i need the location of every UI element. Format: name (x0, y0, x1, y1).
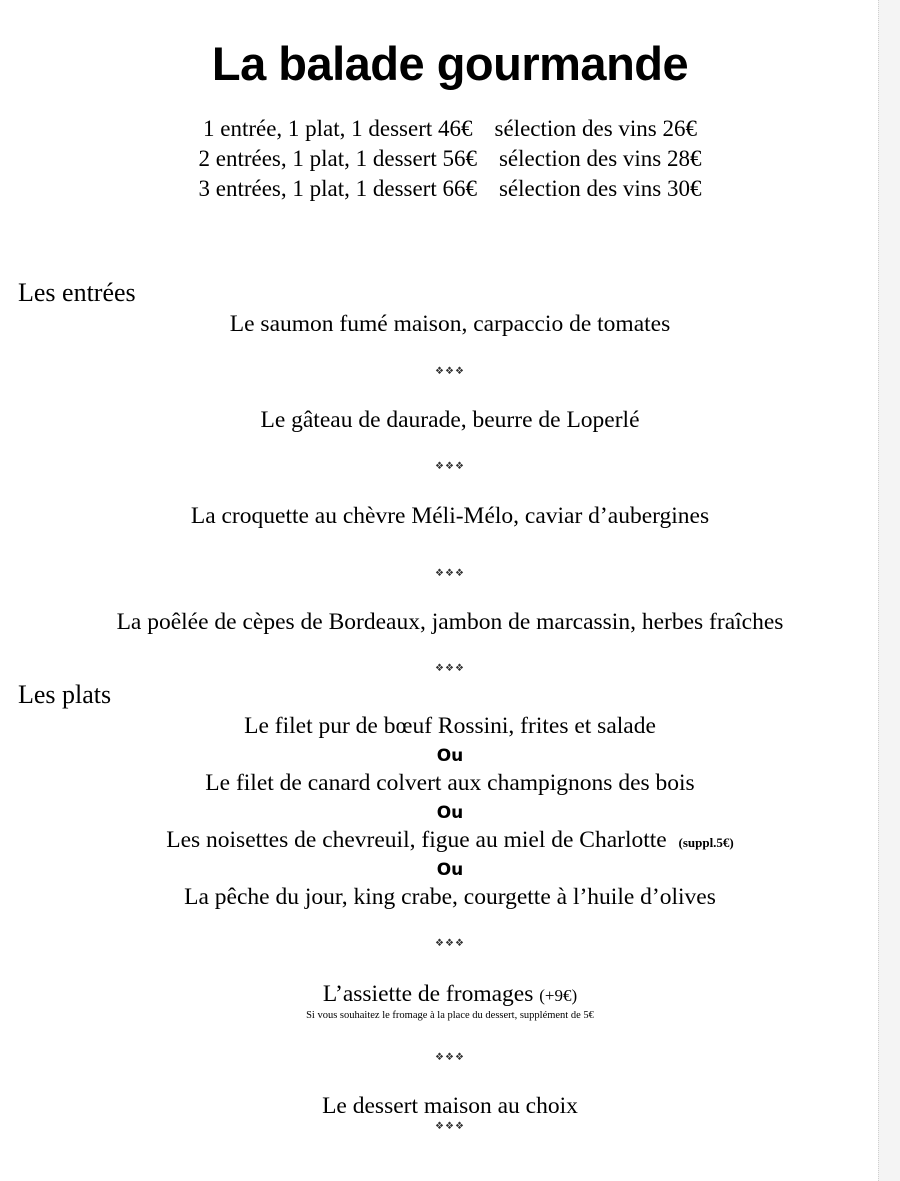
separator-ornament: ❖❖❖ (435, 568, 465, 579)
plat-item-3 (0, 827, 900, 854)
cheese-name: L’assiette de fromages (322, 981, 534, 1007)
supplement-badge: (suppl.5€) (678, 835, 734, 850)
or-label: Ou (436, 860, 464, 880)
entree-item-3: La croquette au chèvre Méli-Mélo, caviar d’aubergines (190, 503, 710, 529)
formula-menu-2: 2 entrées, 1 plat, 1 dessert 56€ (198, 146, 477, 171)
cheese-note: Si vous souhaitez le fromage à la place du dessert, supplément de 5€ (306, 1010, 594, 1021)
plat-item-4: La pêche du jour, king crabe, courgette à l’huile d’olives (184, 884, 716, 910)
separator-ornament: ❖❖❖ (435, 1121, 465, 1132)
or-label: Ou (436, 746, 464, 766)
separator-ornament: ❖❖❖ (435, 1052, 465, 1063)
formula-menu-1: 1 entrée, 1 plat, 1 dessert 46€ (202, 116, 473, 141)
plat-item-1: Le filet pur de bœuf Rossini, frites et salade (244, 713, 656, 739)
dessert-course: Le dessert maison au choix (322, 1093, 578, 1119)
formula-line-1 (0, 114, 900, 144)
formula-line-3 (0, 174, 900, 204)
section-heading-plats: Les plats (18, 680, 112, 709)
cheese-extra-price: (+9€) (539, 986, 578, 1005)
section-heading-entrees: Les entrées (18, 278, 136, 307)
separator-ornament: ❖❖❖ (435, 461, 465, 472)
separator-ornament: ❖❖❖ (435, 366, 465, 377)
formula-wine-1: sélection des vins 26€ (494, 116, 698, 141)
formula-wine-3: sélection des vins 30€ (498, 176, 702, 201)
entree-item-4: La poêlée de cèpes de Bordeaux, jambon de marcassin, herbes fraîches (116, 609, 784, 635)
entree-item-2: Le gâteau de daurade, beurre de Loperlé (260, 407, 640, 433)
cheese-course (0, 981, 900, 1008)
formula-line-2 (0, 144, 900, 174)
or-label: Ou (436, 803, 464, 823)
formula-wine-2: sélection des vins 28€ (498, 146, 702, 171)
plat-item-3-name: Les noisettes de chevreuil, figue au miel de Charlotte (166, 827, 667, 853)
separator-ornament: ❖❖❖ (435, 663, 465, 674)
menu-title: La balade gourmande (211, 37, 689, 90)
entree-item-1: Le saumon fumé maison, carpaccio de tomates (229, 311, 671, 337)
separator-ornament: ❖❖❖ (435, 938, 465, 949)
plat-item-2: Le filet de canard colvert aux champignons des bois (205, 770, 695, 796)
page-edge-margin (878, 0, 900, 1181)
formula-menu-3: 3 entrées, 1 plat, 1 dessert 66€ (198, 176, 477, 201)
